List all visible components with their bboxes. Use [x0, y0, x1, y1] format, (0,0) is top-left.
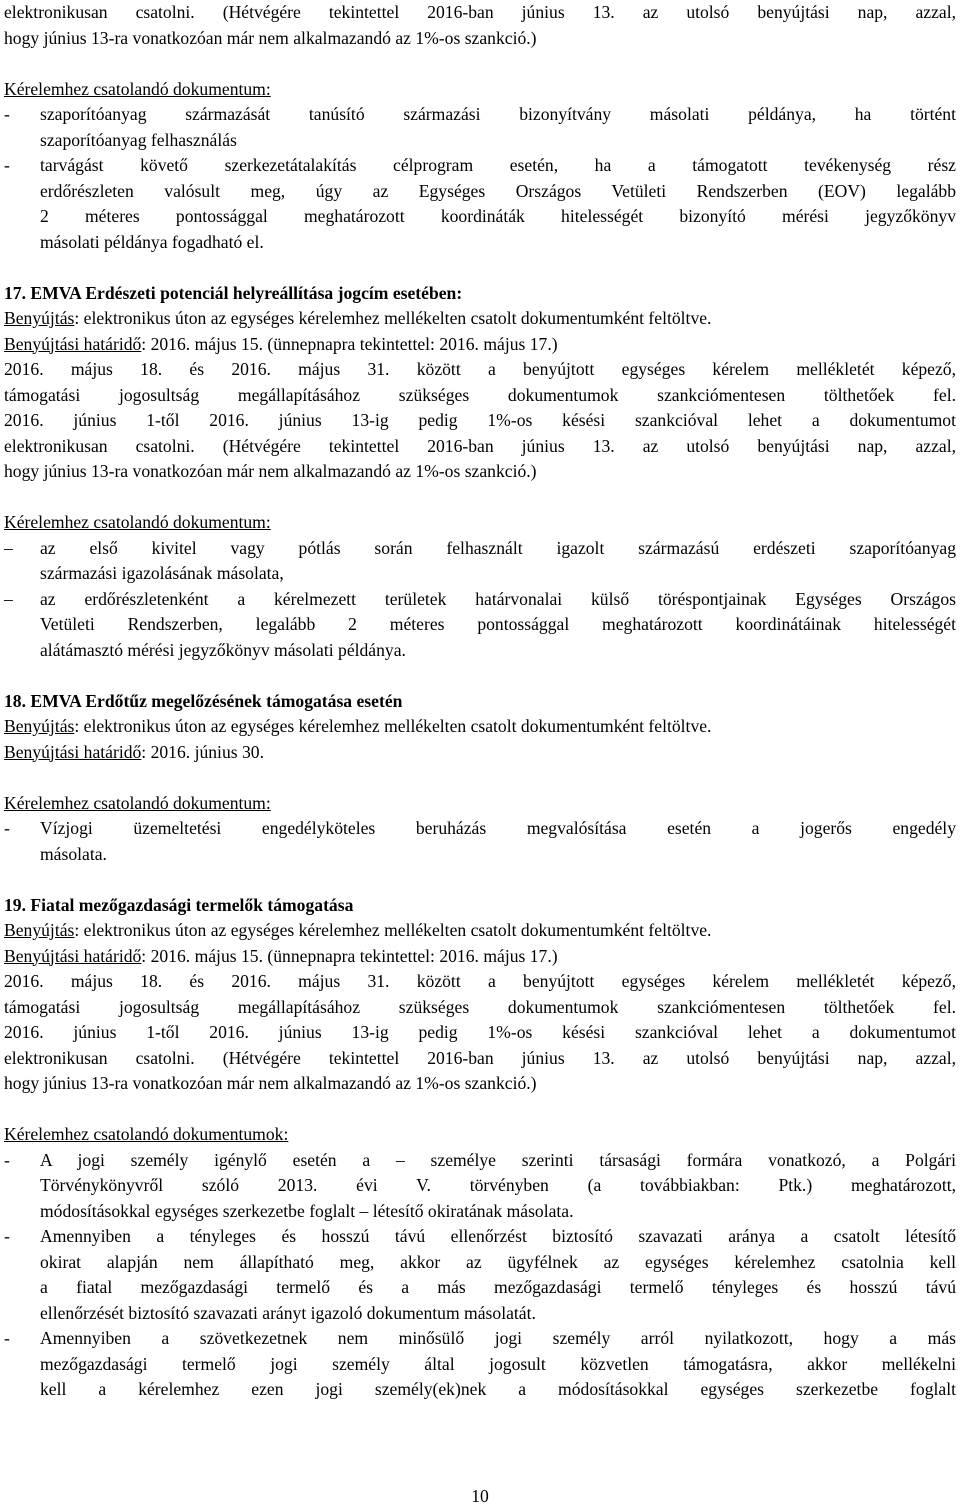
text-line: az első kivitel vagy pótlás során felhasznált igazolt származású erdészeti szaporítóanyag	[40, 537, 956, 558]
text-line: másolata.	[40, 843, 107, 864]
text-line: Törvénykönyvről szóló 2013. évi V. törvényben (a továbbiakban: Ptk.) meghatározott,	[40, 1175, 956, 1195]
text-line: származási igazolásának másolata,	[40, 563, 284, 583]
dash-marker: -	[4, 104, 10, 124]
docs-heading: Kérelemhez csatolandó dokumentum:	[4, 792, 271, 813]
list-item	[4, 153, 956, 255]
submission-line: Benyújtás: elektronikus úton az egységes kérelemhez mellékelten csatolt dokumentumként feltöltve.	[4, 716, 712, 736]
docs-list	[4, 536, 956, 664]
deadline-line: Benyújtási határidő: 2016. június 30.	[4, 741, 264, 762]
docs-heading: Kérelemhez csatolandó dokumentumok:	[4, 1124, 289, 1144]
text-line: az erdőrészletenként a kérelmezett területek határvonalai külső töréspontjainak Egységes Országos	[40, 588, 956, 609]
text-line: hogy június 13-ra vonatkozóan már nem alkalmazandó az 1%-os szankció.)	[4, 1073, 537, 1093]
text-line: a fiatal mezőgazdasági termelő és a más mezőgazdasági termelő tényleges és hosszú távú	[40, 1277, 956, 1297]
text-line: okirat alapján nem állapítható meg, akkor az ügyfélnek az egységes kérelemhez csatolnia kell	[40, 1251, 956, 1272]
list-item	[4, 1148, 956, 1225]
text-line: Vetületi Rendszerben, legalább 2 méteres pontossággal meghatározott koordinátáinak hitelességét	[40, 614, 956, 634]
text-line: szaporítóanyag származását tanúsító származási bizonyítvány másolati példánya, ha történt	[40, 104, 956, 124]
text-line: Vízjogi üzemeltetési engedélyköteles beruházás megvalósítása esetén a jogerős engedély	[40, 818, 956, 838]
text-line: hogy június 13-ra vonatkozóan már nem alkalmazandó az 1%-os szankció.)	[4, 461, 537, 481]
list-item	[4, 1224, 956, 1326]
dash-marker: -	[4, 1226, 10, 1246]
text-line: hogy június 13-ra vonatkozóan már nem alkalmazandó az 1%-os szankció.)	[4, 27, 537, 48]
section-19-heading: 19. Fiatal mezőgazdasági termelők támogatása	[4, 894, 354, 915]
text-line: 2 méteres pontossággal meghatározott koordináták hitelességét bizonyító mérési jegyzőkönyv	[40, 206, 956, 226]
dash-marker: -	[4, 1149, 10, 1170]
section-17-heading: 17. EMVA Erdészeti potenciál helyreállítása jogcím esetében:	[4, 282, 463, 303]
list-item	[4, 1326, 956, 1403]
text-line: Amennyiben a szövetkezetnek nem minősülő jogi személy arról nyilatkozott, hogy a más	[40, 1328, 956, 1348]
text-line: szaporítóanyag felhasználás	[40, 129, 237, 150]
submission-line: Benyújtás: elektronikus úton az egységes kérelemhez mellékelten csatolt dokumentumként feltöltve.	[4, 920, 712, 940]
text-line: Amennyiben a tényleges és hosszú távú ellenőrzést biztosító szavazati aránya a csatolt létesítő	[40, 1226, 956, 1246]
text-line: alátámasztó mérési jegyzőkönyv másolati példánya.	[40, 639, 406, 660]
section-18-heading: 18. EMVA Erdőtűz megelőzésének támogatása esetén	[4, 690, 403, 711]
text-line: erdőrészleten valósult meg, úgy az Egységes Országos Vetületi Rendszerben (EOV) legalább	[40, 180, 956, 201]
text-line: 2016. június 1-től 2016. június 13-ig pedig 1%-os késési szankcióval lehet a dokumentumot	[4, 410, 956, 430]
text-line: másolati példánya fogadható el.	[40, 231, 264, 252]
list-item	[4, 102, 956, 153]
text-line: 2016. június 1-től 2016. június 13-ig pedig 1%-os késési szankcióval lehet a dokumentumot	[4, 1022, 956, 1042]
list-item	[4, 587, 956, 664]
text-line: A jogi személy igénylő esetén a – személye szerinti társasági formára vonatkozó, a Polgári	[40, 1149, 956, 1170]
deadline-line: Benyújtási határidő: 2016. május 15. (ünnepnapra tekintettel: 2016. május 17.)	[4, 945, 558, 966]
text-line: támogatási jogosultság megállapításához szükséges dokumentumok szankciómentesen tölthetőek fel.	[4, 384, 956, 405]
text-line: elektronikusan csatolni. (Hétvégére tekintettel 2016-ban június 13. az utolsó benyújtási nap, azzal,	[4, 2, 956, 22]
text-line: tarvágást követő szerkezetátalakítás célprogram esetén, ha a támogatott tevékenység rész	[40, 155, 956, 175]
text-line: 2016. május 18. és 2016. május 31. között a benyújtott egységes kérelem mellékletét képező,	[4, 359, 956, 379]
docs-list	[4, 1148, 956, 1403]
text-line: kell a kérelemhez ezen jogi személy(ek)nek a módosításokkal egységes szerkezetbe foglalt	[40, 1379, 956, 1399]
page-number: 10	[471, 1486, 489, 1506]
text-line: módosításokkal egységes szerkezetbe foglalt – létesítő okiratának másolata.	[40, 1200, 574, 1221]
deadline-line: Benyújtási határidő: 2016. május 15. (ünnepnapra tekintettel: 2016. május 17.)	[4, 333, 558, 354]
document-page	[4, 0, 956, 1403]
docs-heading: Kérelemhez csatolandó dokumentum:	[4, 78, 271, 99]
text-line: elektronikusan csatolni. (Hétvégére tekintettel 2016-ban június 13. az utolsó benyújtási nap, azzal,	[4, 1047, 956, 1068]
dash-marker: –	[4, 588, 13, 609]
text-line: ellenőrzését biztosító szavazati arányt igazoló dokumentum másolatát.	[40, 1302, 536, 1323]
text-line: mezőgazdasági termelő jogi személy által jogosult közvetlen támogatásra, akkor mellékelni	[40, 1353, 956, 1374]
docs-heading: Kérelemhez csatolandó dokumentum:	[4, 512, 271, 532]
text-line: elektronikusan csatolni. (Hétvégére tekintettel 2016-ban június 13. az utolsó benyújtási nap, azzal,	[4, 435, 956, 456]
docs-list	[4, 102, 956, 255]
text-line: 2016. május 18. és 2016. május 31. között a benyújtott egységes kérelem mellékletét képező,	[4, 971, 956, 991]
list-item	[4, 536, 956, 587]
submission-line: Benyújtás: elektronikus úton az egységes kérelemhez mellékelten csatolt dokumentumként feltöltve.	[4, 308, 712, 328]
list-item	[4, 816, 956, 867]
text-line: támogatási jogosultság megállapításához szükséges dokumentumok szankciómentesen tölthetőek fel.	[4, 996, 956, 1017]
dash-marker: -	[4, 155, 10, 175]
docs-list	[4, 816, 956, 867]
dash-marker: -	[4, 818, 10, 838]
dash-marker: –	[4, 537, 13, 558]
dash-marker: -	[4, 1328, 10, 1348]
